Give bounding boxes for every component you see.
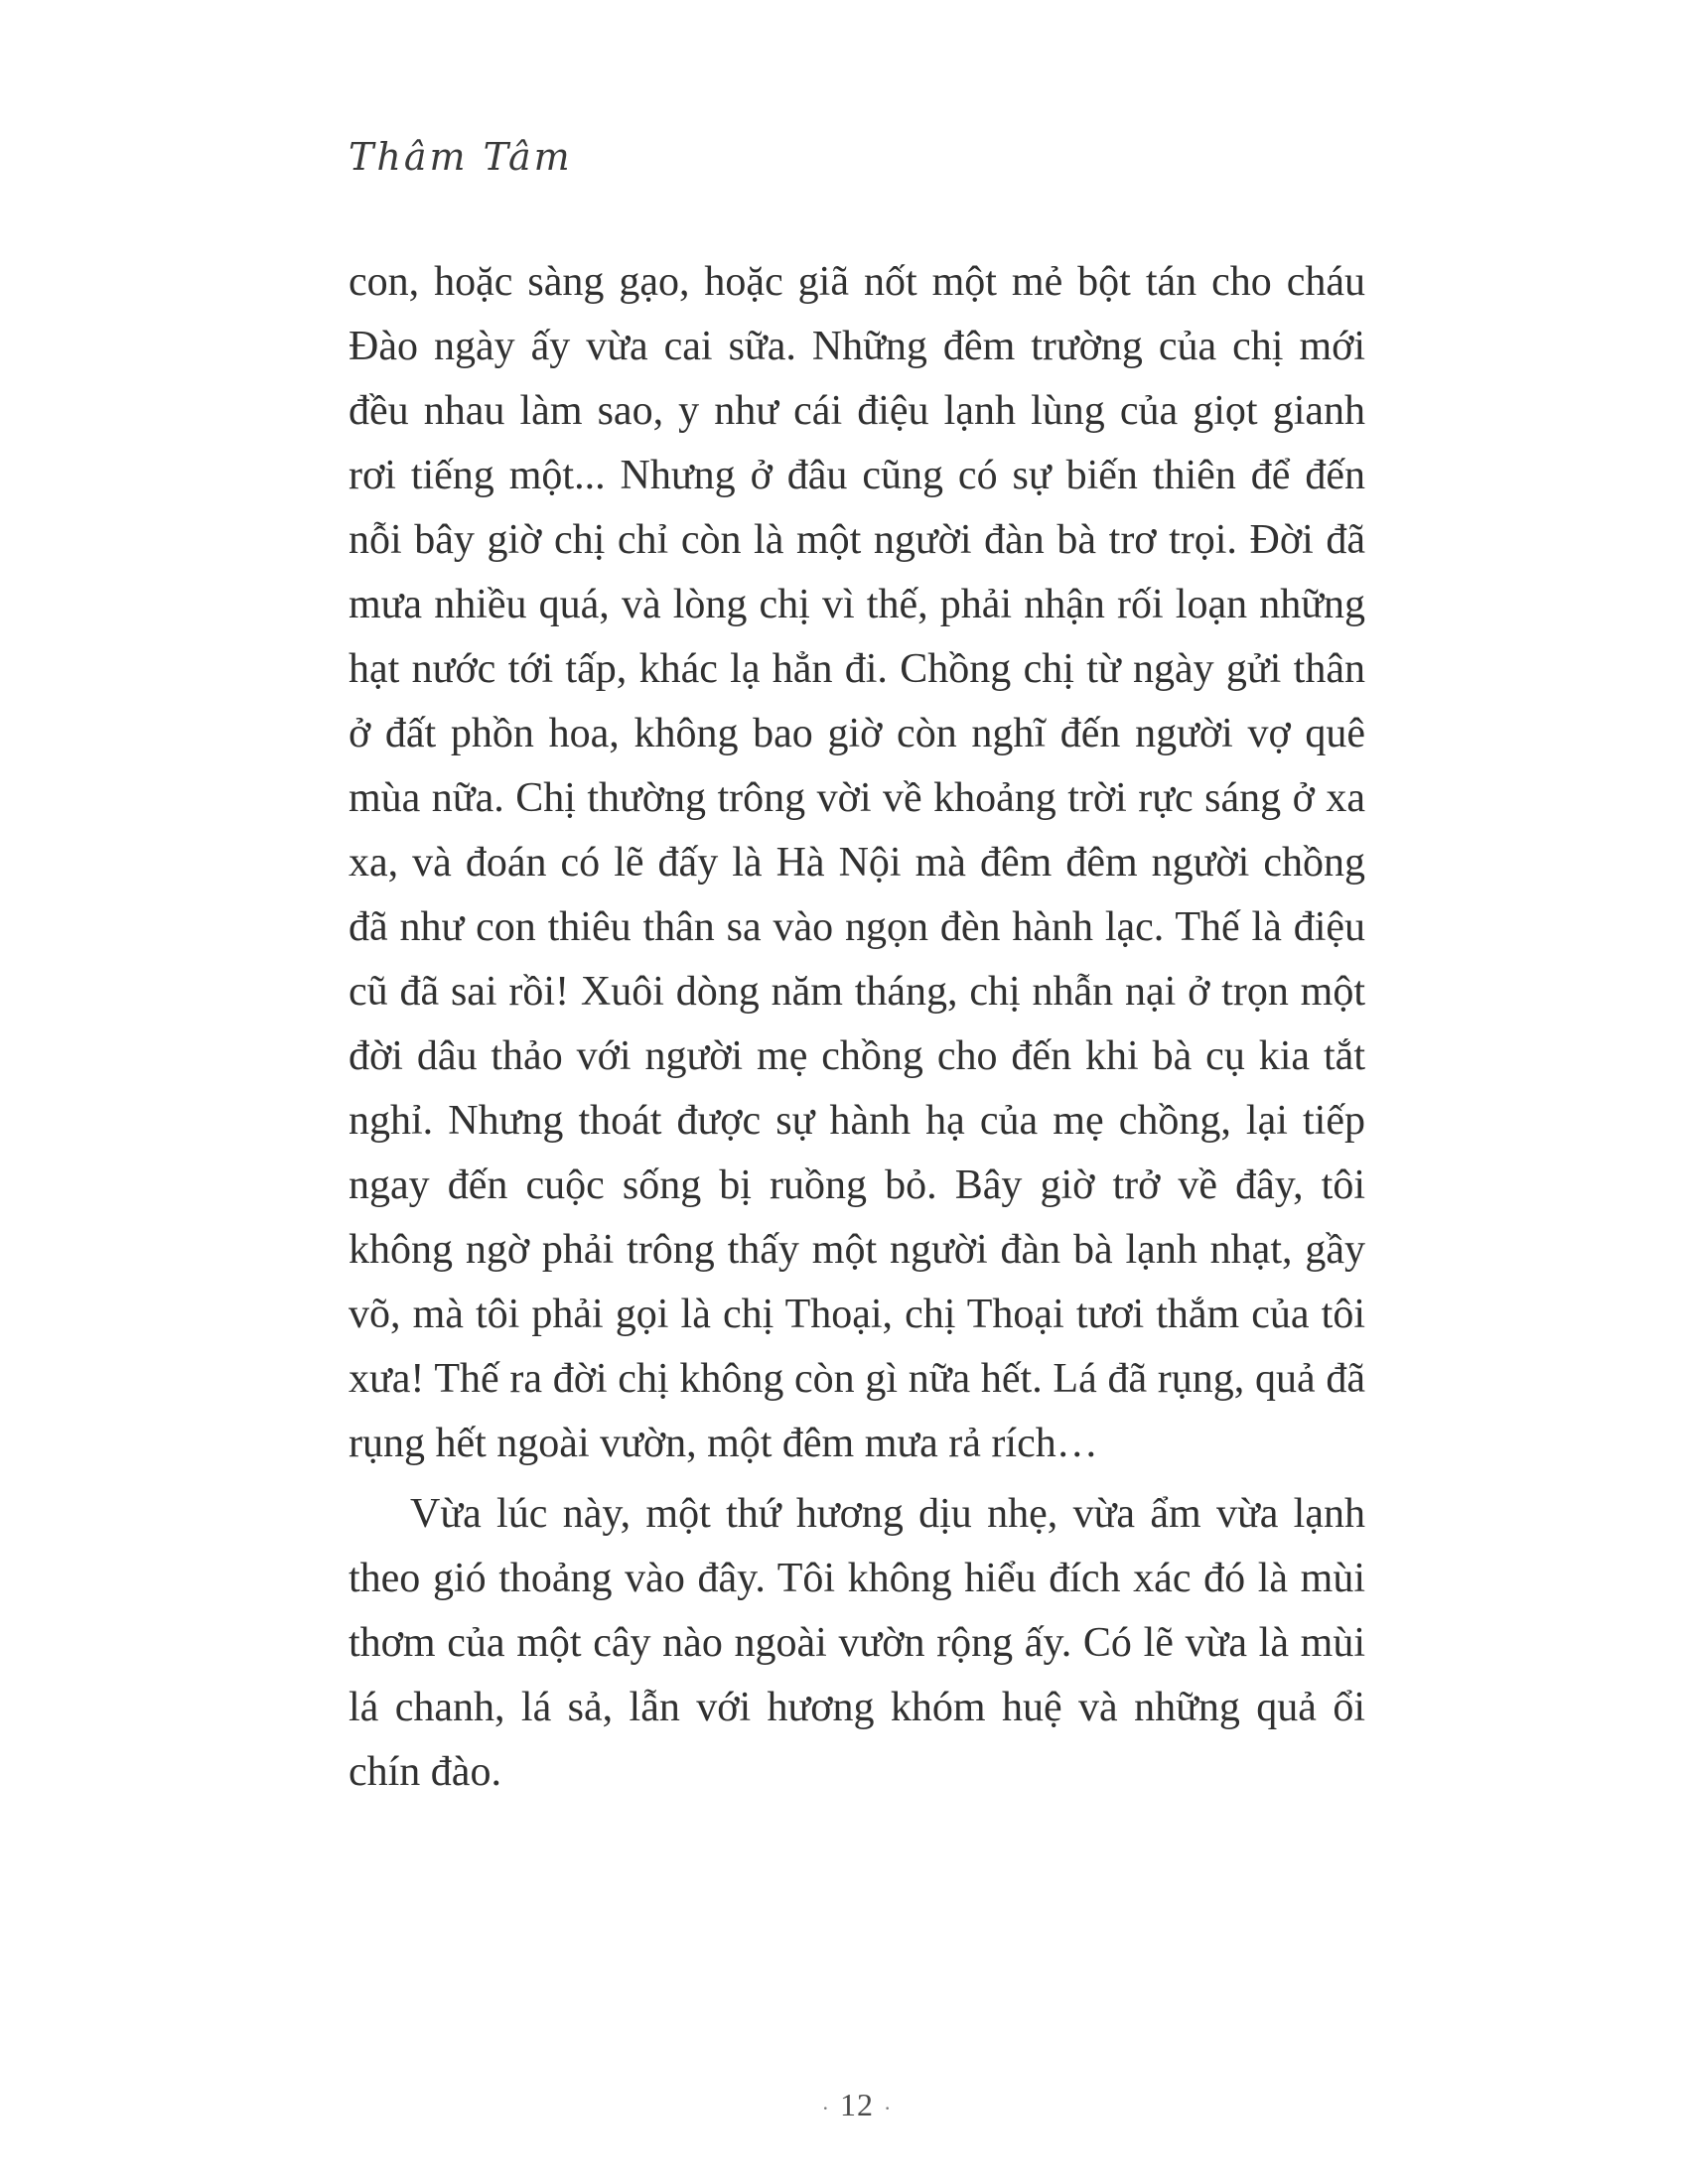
paragraph: Vừa lúc này, một thứ hương dịu nhẹ, vừa ẩm vừa lạnh theo gió thoảng vào đây. Tôi không hiểu đích xác đó là mùi thơm của một cây nào ngoài vườn rộng ấy. Có lẽ vừa là mùi lá chanh, lá sả, lẫn với hương khóm huệ và những quả ổi chín đào.: [349, 1490, 1365, 1795]
running-header: [349, 137, 1365, 179]
author-name: Thâm Tâm: [349, 135, 573, 179]
page-number: 12: [840, 2087, 874, 2122]
folio-dot-left: ·: [821, 2095, 830, 2120]
page-content: [349, 137, 1365, 1805]
folio-dot-right: ·: [884, 2095, 893, 2120]
paragraph-continuation: con, hoặc sàng gạo, hoặc giã nốt một mẻ bột tán cho cháu Đào ngày ấy vừa cai sữa. Những đêm trường của chị mới đều nhau làm sao, y như cái điệu lạnh lùng của giọt gianh rơi tiếng một... Nhưng ở đâu cũng có sự biến thiên để đến nỗi bây giờ chị chỉ còn là một người đàn bà trơ trọi. Đời đã mưa nhiều quá, và lòng chị vì thế, phải nhận rối loạn những hạt nước tới tấp, khác lạ hẳn đi. Chồng chị từ ngày gửi thân ở đất phồn hoa, không bao giờ còn nghĩ đến người vợ quê mùa nữa. Chị thường trông vời về khoảng trời rực sáng ở xa xa, và đoán có lẽ đấy là Hà Nội mà đêm đêm người chồng đã như con thiêu thân sa vào ngọn đèn hành lạc. Thế là điệu cũ đã sai rồi! Xuôi dòng năm tháng, chị nhẫn nại ở trọn một đời dâu thảo với người mẹ chồng cho đến khi bà cụ kia tắt nghỉ. Nhưng thoát được sự hành hạ của mẹ chồng, lại tiếp ngay đến cuộc sống bị ruồng bỏ. Bây giờ trở về đây, tôi không ngờ phải trông thấy một người đàn bà lạnh nhạt, gầy võ, mà tôi phải gọi là chị Thoại, chị Thoại tươi thắm của tôi xưa! Thế ra đời chị không còn gì nữa hết. Lá đã rụng, quả đã rụng hết ngoài vườn, một đêm mưa rả rích…: [349, 258, 1365, 1466]
page-body: [349, 250, 1365, 1805]
page-footer: [349, 2087, 1365, 2123]
